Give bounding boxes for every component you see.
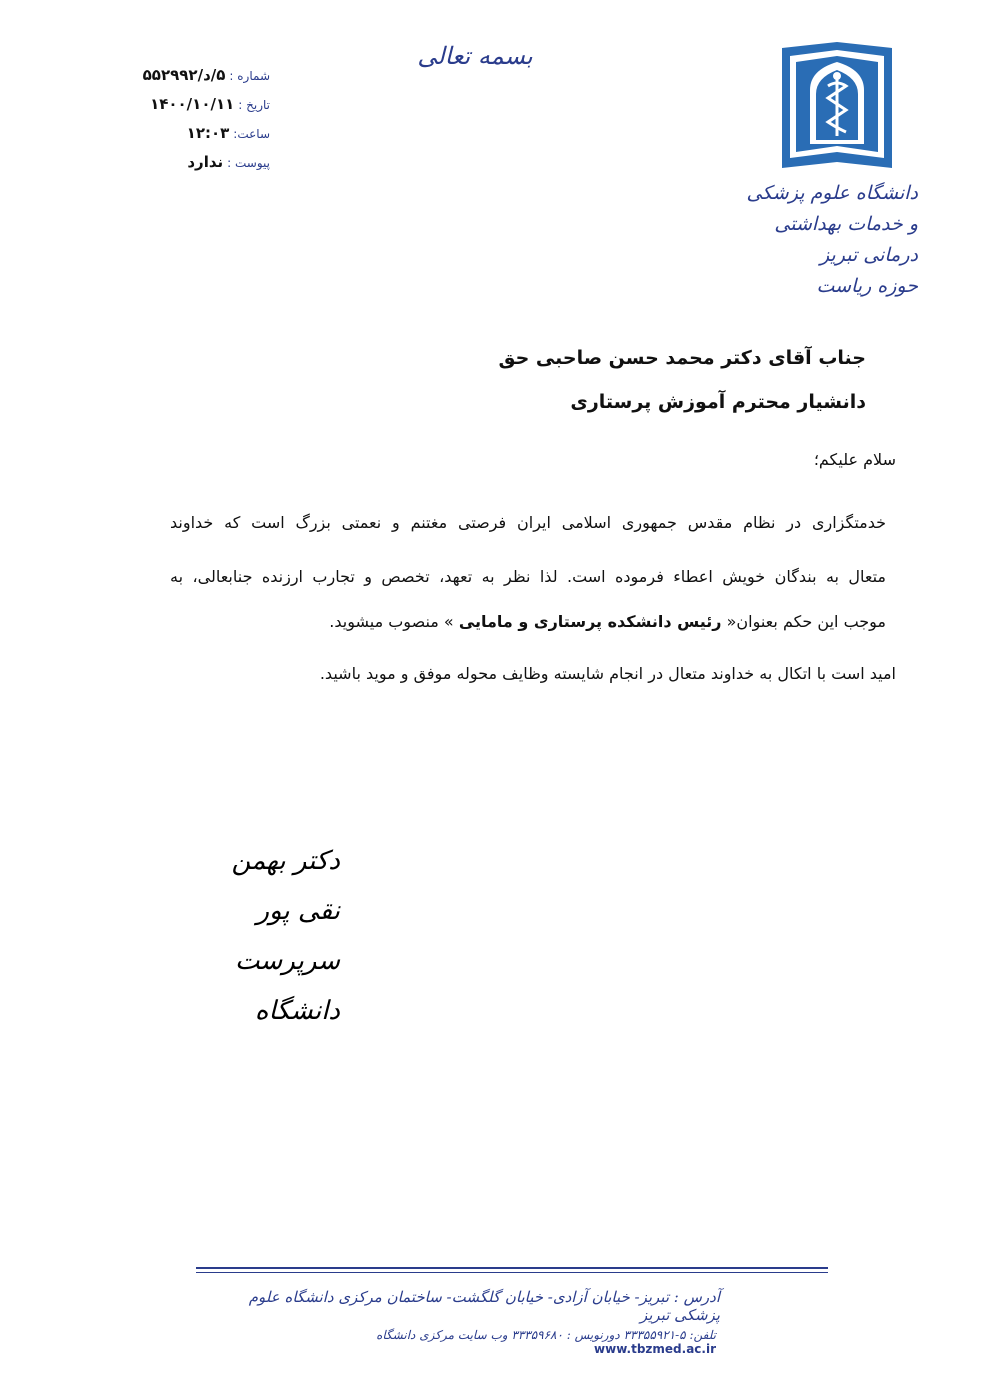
body-paragraph [170,496,886,604]
meta-date [60,95,270,124]
recipient-name: جناب آقای دکتر محمد حسن صاحبی حق [498,347,866,369]
university-name [728,178,918,302]
recipient-block [346,336,866,424]
time-value: ۱۲:۰۳ [186,124,230,142]
number-label: شماره : [229,69,270,83]
recipient-title: دانشیار محترم آموزش پرستاری [570,391,866,413]
number-value: ۵/د/۵۵۲۹۹۲ [142,66,226,84]
date-value: ۱۴۰۰/۱۰/۱۱ [150,95,235,113]
footer-address: آدرس : تبریز- خیابان آزادی- خیابان گلگشت- ساختمان مرکزی دانشگاه علوم پزشکی تبریز [248,1288,720,1324]
footer-divider [196,1267,828,1269]
meta-attachment [60,153,270,182]
attachment-label: پیوست : [227,156,270,170]
signatory-title: سرپرست دانشگاه [234,946,340,1026]
footer-phone: تلفن: ۵-۳۳۳۵۵۹۲۱ دورنویس : ۳۳۳۵۹۶۸۰ وب سایت مرکزی دانشگاه [376,1328,716,1342]
signature-block [190,836,340,1036]
meta-number [60,66,270,95]
university-name-line3: حوزه ریاست [816,275,918,297]
body-line-2: متعال به بندگان خویش اعطاء فرموده است. لذا نظر به تعهد، تخصص و تجارب ارزنده جنابعالی، به [170,567,886,586]
university-name-line1: دانشگاه علوم پزشکی [746,182,918,204]
university-logo-icon [780,40,894,170]
date-label: تاریخ : [238,98,270,112]
university-name-line2: و خدمات بهداشتی درمانی تبریز [774,213,918,266]
bismillah-heading: بسمه تعالی [417,42,533,70]
body-line-3 [170,604,886,640]
greeting: سلام علیکم؛ [813,450,896,469]
appointed-position: رئیس دانشکده پرستاری و مامایی [458,612,722,631]
letter-meta [60,66,270,182]
body-line-3-pre: موجب این حکم بعنوان« [721,612,886,631]
attachment-value: ندارد [187,153,224,171]
body-line-1: خدمتگزاری در نظام مقدس جمهوری اسلامی ایران فرصتی مغتنم و نعمتی بزرگ است که خداوند [170,513,886,532]
time-label: ساعت: [233,127,270,141]
closing-sentence: امید است با اتکال به خداوند متعال در انجام شایسته وظایف محوله موفق و موید باشید. [319,664,896,683]
signatory-name: دکتر بهمن نقی پور [231,846,340,926]
meta-time [60,124,270,153]
footer-divider-thin [196,1272,828,1273]
footer-contact [296,1328,716,1356]
footer-website-link[interactable]: www.tbzmed.ac.ir [594,1342,716,1356]
body-line-3-post: » منصوب میشوید. [329,612,459,631]
